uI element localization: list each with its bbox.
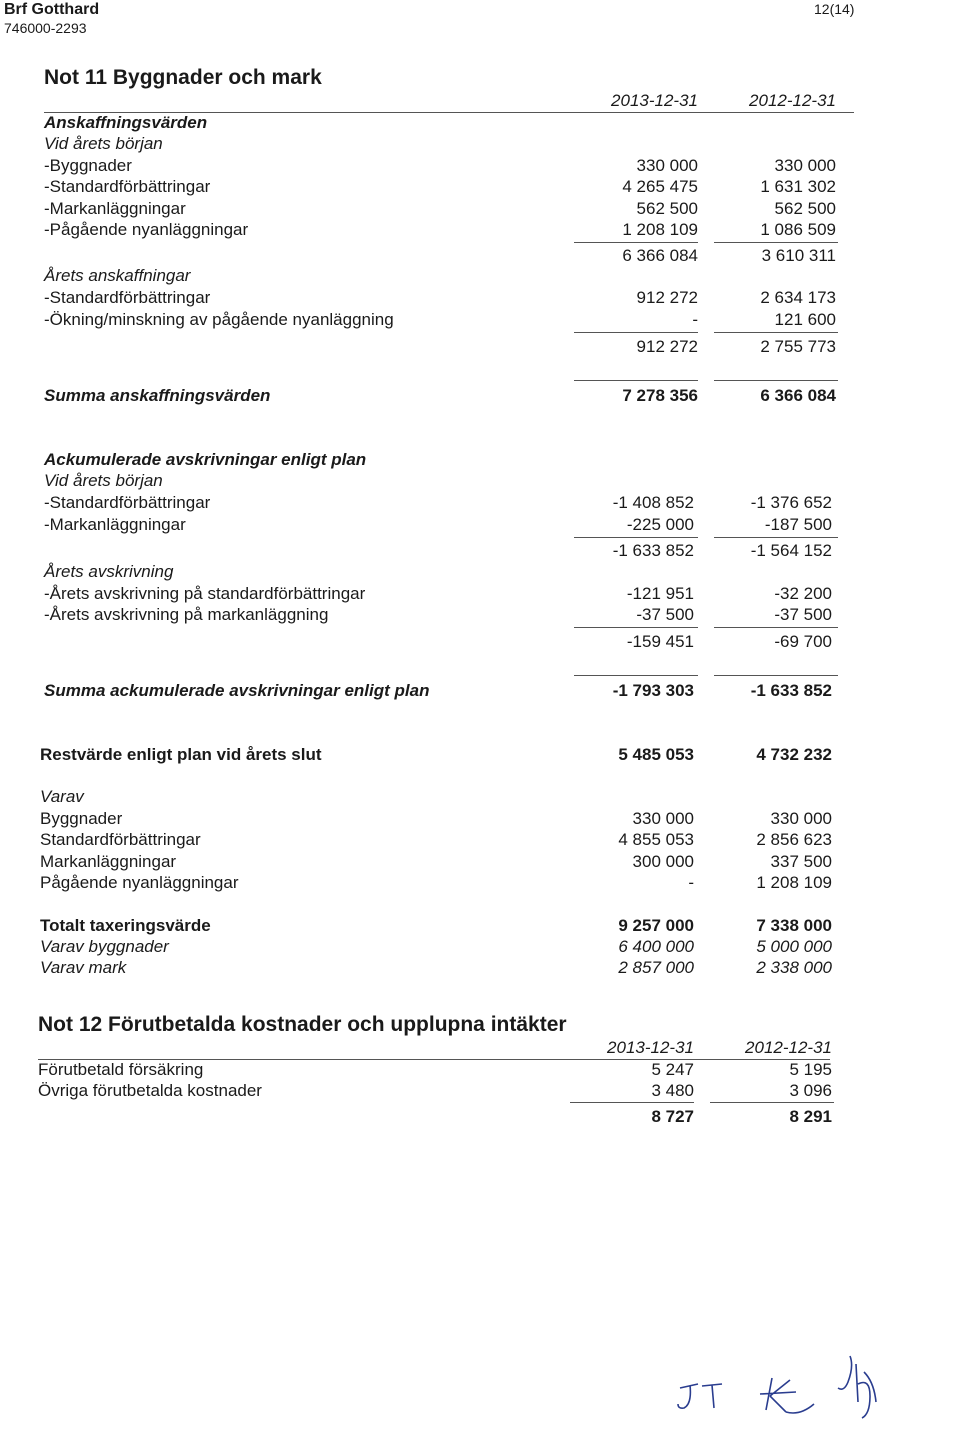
acq-opening-sum-v2: 3 610 311	[761, 246, 836, 265]
tax-row-v1: 6 400 000	[618, 937, 694, 956]
acq-row-v2: 562 500	[774, 199, 836, 218]
subtotal-rule	[574, 537, 698, 538]
subtotal-rule	[714, 537, 838, 538]
subtotal-rule	[574, 332, 698, 333]
dep-year-row-v1: -37 500	[636, 605, 694, 624]
signature-kl	[756, 1370, 826, 1420]
varav-row-v2: 1 208 109	[756, 873, 832, 892]
acq-row-label: -Pågående nyanläggningar	[44, 220, 249, 239]
acq-total-label: Summa anskaffningsvärden	[44, 386, 271, 405]
residual-v1: 5 485 053	[618, 745, 694, 764]
tax-row-label: Varav mark	[40, 958, 127, 977]
varav-label: Varav	[40, 787, 84, 806]
acq-row-label: -Standardförbättringar	[44, 177, 211, 196]
subtotal-rule	[714, 242, 838, 243]
tax-row-label: Varav byggnader	[40, 937, 169, 956]
acq-year-row-v2: 121 600	[774, 310, 836, 329]
dep-opening-label: Vid årets början	[44, 471, 163, 490]
dep-total-label: Summa ackumulerade avskrivningar enligt plan	[44, 681, 430, 700]
acq-opening-sum-v1: 6 366 084	[622, 246, 698, 265]
tax-total-label: Totalt taxeringsvärde	[40, 916, 211, 935]
dep-year-sum-v1: -159 451	[626, 632, 694, 651]
acq-row-label: -Markanläggningar	[44, 199, 186, 218]
dep-year-row-v1: -121 951	[626, 584, 694, 603]
note12-row-v2: 5 195	[789, 1060, 832, 1079]
note-12-title: Not 12 Förutbetalda kostnader och upplupna intäkter	[38, 1013, 567, 1036]
acq-year-row-label: -Ökning/minskning av pågående nyanläggning	[44, 310, 394, 329]
varav-row-v1: 330 000	[632, 809, 694, 828]
subtotal-rule	[574, 242, 698, 243]
col-header-2013: 2013-12-31	[611, 91, 698, 110]
acq-year-row-v2: 2 634 173	[760, 288, 836, 307]
note12-sum-v2: 8 291	[789, 1107, 832, 1126]
acq-row-v2: 1 631 302	[760, 177, 836, 196]
note12-sum-v1: 8 727	[651, 1107, 694, 1126]
dep-row-label: -Markanläggningar	[44, 515, 186, 534]
note12-col-2012: 2012-12-31	[745, 1038, 832, 1057]
tax-row-v2: 5 000 000	[756, 937, 832, 956]
acq-heading: Anskaffningsvärden	[44, 113, 208, 132]
acq-year-row-v1: -	[692, 310, 698, 329]
dep-opening-sum-v2: -1 564 152	[750, 541, 832, 560]
dep-row-v2: -187 500	[764, 515, 832, 534]
page-number: 12(14)	[814, 1, 855, 17]
signature-jh	[830, 1352, 890, 1422]
total-rule	[714, 380, 838, 381]
acq-row-label: -Byggnader	[44, 156, 132, 175]
varav-row-label: Byggnader	[40, 809, 123, 828]
residual-label: Restvärde enligt plan vid årets slut	[40, 745, 322, 764]
total-rule	[574, 675, 698, 676]
note12-row-v1: 5 247	[651, 1060, 694, 1079]
dep-total-v1: -1 793 303	[612, 681, 694, 700]
note12-row-v1: 3 480	[651, 1081, 694, 1100]
acq-total-v1: 7 278 356	[622, 386, 698, 405]
note-11-title: Not 11 Byggnader och mark	[44, 66, 322, 89]
subtotal-rule	[710, 1102, 834, 1103]
residual-v2: 4 732 232	[756, 745, 832, 764]
acq-row-v2: 1 086 509	[760, 220, 836, 239]
dep-year-row-label: -Årets avskrivning på standardförbättringar	[44, 584, 366, 603]
dep-year-row-v2: -32 200	[774, 584, 832, 603]
note12-col-2013: 2013-12-31	[607, 1038, 694, 1057]
acq-row-v1: 562 500	[636, 199, 698, 218]
subtotal-rule	[574, 627, 698, 628]
org-number: 746000-2293	[4, 20, 87, 36]
col-header-2012: 2012-12-31	[749, 91, 836, 110]
dep-opening-sum-v1: -1 633 852	[612, 541, 694, 560]
varav-row-label: Markanläggningar	[40, 852, 177, 871]
acq-opening-label: Vid årets början	[44, 134, 163, 153]
tax-total-v2: 7 338 000	[756, 916, 832, 935]
acq-year-row-label: -Standardförbättringar	[44, 288, 211, 307]
total-rule	[574, 380, 698, 381]
total-rule	[714, 675, 838, 676]
varav-row-v2: 2 856 623	[756, 830, 832, 849]
dep-year-label: Årets avskrivning	[44, 562, 174, 581]
dep-row-v1: -225 000	[626, 515, 694, 534]
company-name: Brf Gotthard	[4, 1, 100, 18]
varav-row-v1: 300 000	[632, 852, 694, 871]
dep-year-row-v2: -37 500	[774, 605, 832, 624]
acq-year-sum-v1: 912 272	[636, 337, 698, 356]
tax-row-v2: 2 338 000	[756, 958, 832, 977]
tax-total-v1: 9 257 000	[618, 916, 694, 935]
note12-row-label: Förutbetald försäkring	[38, 1060, 204, 1079]
signature-jt	[676, 1376, 736, 1416]
varav-row-v1: -	[688, 873, 694, 892]
subtotal-rule	[570, 1102, 694, 1103]
note12-row-label: Övriga förutbetalda kostnader	[38, 1081, 262, 1100]
acq-total-v2: 6 366 084	[760, 386, 836, 405]
varav-row-v1: 4 855 053	[618, 830, 694, 849]
acq-row-v1: 1 208 109	[622, 220, 698, 239]
varav-row-label: Standardförbättringar	[40, 830, 201, 849]
tax-row-v1: 2 857 000	[618, 958, 694, 977]
subtotal-rule	[714, 332, 838, 333]
acq-row-v1: 4 265 475	[622, 177, 698, 196]
varav-row-label: Pågående nyanläggningar	[40, 873, 239, 892]
varav-row-v2: 330 000	[770, 809, 832, 828]
subtotal-rule	[714, 627, 838, 628]
dep-heading: Ackumulerade avskrivningar enligt plan	[44, 450, 367, 469]
acq-year-label: Årets anskaffningar	[44, 266, 191, 285]
dep-row-v2: -1 376 652	[750, 493, 832, 512]
acq-year-row-v1: 912 272	[636, 288, 698, 307]
note12-row-v2: 3 096	[789, 1081, 832, 1100]
acq-year-sum-v2: 2 755 773	[760, 337, 836, 356]
dep-total-v2: -1 633 852	[750, 681, 832, 700]
acq-row-v1: 330 000	[636, 156, 698, 175]
dep-year-sum-v2: -69 700	[774, 632, 832, 651]
dep-row-label: -Standardförbättringar	[44, 493, 211, 512]
acq-row-v2: 330 000	[774, 156, 836, 175]
dep-year-row-label: -Årets avskrivning på markanläggning	[44, 605, 329, 624]
dep-row-v1: -1 408 852	[612, 493, 694, 512]
varav-row-v2: 337 500	[770, 852, 832, 871]
